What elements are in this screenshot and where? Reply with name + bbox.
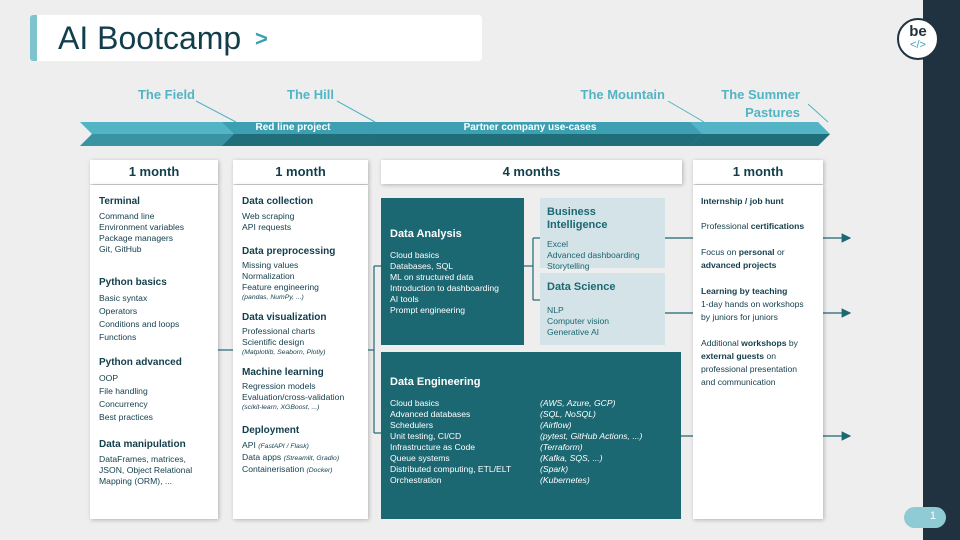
table-row	[390, 453, 672, 464]
de-tools: (AWS, Azure, GCP)	[540, 398, 616, 408]
list-item: Scientific design	[242, 337, 305, 347]
table-row	[390, 420, 672, 431]
library-list: (scikit-learn, XGBoost, ...)	[242, 404, 320, 411]
section-title: Deployment	[242, 425, 300, 436]
bold-text: external guests	[701, 351, 765, 361]
duration-summer: 1 month	[693, 160, 823, 184]
list-item: Storytelling	[547, 261, 590, 271]
list-item: Concurrency	[99, 399, 148, 409]
list-item: Conditions and loops	[99, 319, 180, 329]
list-item: Feature engineering	[242, 282, 319, 292]
text: or	[774, 247, 785, 257]
table-row	[390, 475, 672, 486]
de-tools: (Kubernetes)	[540, 475, 590, 485]
list-item: Package managers	[99, 233, 174, 243]
list-item: Professional charts	[242, 326, 316, 336]
text: 1-day hands on workshops	[701, 299, 804, 309]
section-title: Python basics	[99, 277, 167, 288]
list-item: Functions	[99, 332, 137, 342]
list-item: Mapping (ORM), ...	[99, 476, 173, 486]
summer-focus	[701, 246, 821, 272]
box-title: Business Intelligence	[547, 206, 608, 231]
section-title: Data manipulation	[99, 439, 186, 450]
duration-mountain: 4 months	[381, 160, 682, 184]
de-tools: (SQL, NoSQL)	[540, 409, 596, 419]
list-item: Basic syntax	[99, 293, 148, 303]
summer-certifications	[701, 220, 821, 233]
duration-field: 1 month	[90, 160, 218, 184]
list-item: Regression models	[242, 381, 316, 391]
section-title: Terminal	[99, 196, 140, 207]
text: on	[764, 351, 777, 361]
list-item: ML on structured data	[390, 272, 474, 282]
phase-the-mountain: The Mountain	[580, 87, 665, 102]
list-item: File handling	[99, 386, 148, 396]
list-item: DataFrames, matrices,	[99, 454, 186, 464]
box-title: Data Science	[547, 281, 616, 293]
section-title: Data visualization	[242, 312, 327, 323]
item-label: Data apps	[242, 452, 282, 462]
phase-the-hill: The Hill	[287, 87, 334, 102]
de-rows	[390, 398, 672, 486]
library-list: (Matplotlib, Seaborn, Plotly)	[242, 349, 326, 356]
list-item: Computer vision	[547, 316, 610, 326]
library-list: (pandas, NumPy, ...)	[242, 294, 304, 301]
chevron-right-icon: >	[255, 26, 268, 51]
box-title: Data Engineering	[390, 376, 481, 388]
de-item: Cloud basics	[390, 398, 440, 408]
library-list: (Docker)	[306, 467, 333, 474]
list-item: Evaluation/cross-validation	[242, 392, 345, 402]
library-list: (Streamlit, Gradio)	[283, 455, 340, 462]
list-item: Excel	[547, 239, 569, 249]
item-label: API	[242, 440, 256, 450]
box-data-science	[540, 273, 665, 345]
de-item: Queue systems	[390, 453, 450, 463]
library-list: (FastAPI / Flask)	[258, 443, 309, 450]
list-item: Operators	[99, 306, 138, 316]
text: Additional	[701, 338, 742, 348]
label-partner-use-cases: Partner company use-cases	[463, 122, 597, 133]
box-business-intelligence	[540, 198, 665, 271]
list-item: Advanced dashboarding	[547, 250, 640, 260]
summer-teaching	[701, 285, 821, 324]
page-title: AI Bootcamp	[58, 20, 242, 56]
de-item: Schedulers	[390, 420, 433, 430]
section-title: Data collection	[242, 196, 314, 207]
logo-text: be	[909, 23, 927, 40]
page-number	[904, 507, 946, 528]
de-item: Orchestration	[390, 475, 442, 485]
de-item: Infrastructure as Code	[390, 442, 476, 452]
phase-the-summer-pastures: The Summer Pastures	[721, 87, 800, 120]
list-item: JSON, Object Relational	[99, 465, 193, 475]
section-title: Data preprocessing	[242, 246, 336, 257]
list-item: Cloud basics	[390, 250, 440, 260]
de-item: Advanced databases	[390, 409, 471, 419]
de-tools: (Terraform)	[540, 442, 583, 452]
de-tools: (pytest, GitHub Actions, ...)	[540, 431, 643, 441]
list-item: Missing values	[242, 260, 299, 270]
de-tools: (Spark)	[540, 464, 569, 474]
page-number-text: 1	[929, 510, 936, 522]
de-item: Distributed computing, ETL/ELT	[390, 464, 512, 474]
text: by juniors for juniors	[701, 312, 778, 322]
bold-text: Internship / job hunt	[701, 196, 784, 206]
list-item: Introduction to dashboarding	[390, 283, 499, 293]
de-item: Unit testing, CI/CD	[390, 431, 462, 441]
text: professional presentation	[701, 364, 798, 374]
bold-text: personal	[738, 247, 775, 257]
item-label: Containerisation	[242, 464, 305, 474]
section-title: Python advanced	[99, 357, 182, 368]
box-data-engineering	[381, 352, 681, 519]
table-row	[390, 464, 672, 475]
bold-text: certifications	[750, 221, 805, 231]
list-item: Git, GitHub	[99, 244, 142, 254]
list-item: AI tools	[390, 294, 419, 304]
text: by	[786, 338, 798, 348]
phase-the-field: The Field	[137, 87, 195, 102]
summer-content	[701, 195, 821, 389]
summer-workshops	[701, 337, 821, 389]
label-red-line-project: Red line project	[255, 122, 331, 133]
bold-text: Learning by teaching	[701, 286, 788, 296]
bold-text: workshops	[741, 338, 787, 348]
de-tools: (Airflow)	[540, 420, 572, 430]
list-item: OOP	[99, 373, 119, 383]
list-item: Databases, SQL	[390, 261, 454, 271]
list-item: Normalization	[242, 271, 295, 281]
list-item: Prompt engineering	[390, 305, 466, 315]
section-title: Machine learning	[242, 367, 324, 378]
box-title: Data Analysis	[390, 228, 462, 240]
table-row	[390, 398, 672, 409]
list-item: NLP	[547, 305, 564, 315]
list-item: API requests	[242, 222, 292, 232]
text: Professional	[701, 221, 751, 231]
text: and communication	[701, 377, 776, 387]
text: Focus on	[701, 247, 739, 257]
list-item: Command line	[99, 211, 155, 221]
table-row	[390, 431, 672, 442]
summer-internship	[701, 195, 821, 208]
box-data-analysis	[381, 198, 524, 345]
code-icon: </>	[910, 39, 926, 51]
bold-text: advanced projects	[701, 260, 777, 270]
list-item: Generative AI	[547, 327, 600, 337]
list-item: Web scraping	[242, 211, 295, 221]
list-item: Environment variables	[99, 222, 185, 232]
duration-hill: 1 month	[233, 160, 368, 184]
de-tools: (Kafka, SQS, ...)	[540, 453, 603, 463]
table-row	[390, 442, 672, 453]
table-row	[390, 409, 672, 420]
list-item: Best practices	[99, 412, 153, 422]
